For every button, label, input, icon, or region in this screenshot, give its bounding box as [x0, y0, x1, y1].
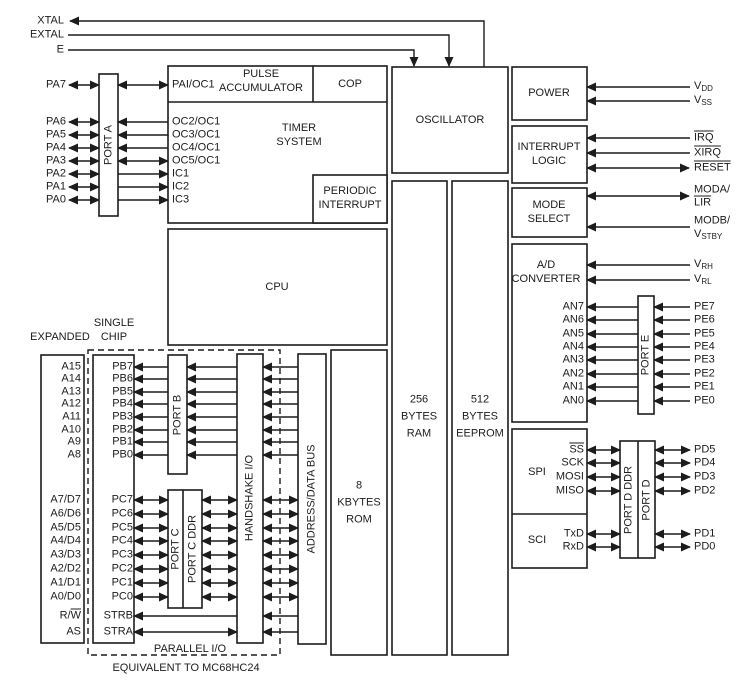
port-d-ddr-label: PORT D DDR — [622, 465, 635, 535]
port-b-label: PORT B — [171, 394, 184, 436]
timer-signal-oc3: OC3/OC1 — [172, 128, 221, 141]
pin-label-rw: $R/\overline{W}$ — [59, 609, 81, 622]
parallel-io-caption: PARALLEL I/O — [153, 643, 227, 655]
timer-signal-oc5: OC5/OC1 — [172, 154, 221, 167]
pin-label-pc0: PC0 — [111, 590, 133, 603]
pin-label-pc4: PC4 — [111, 534, 133, 547]
timer-signal-oc2: OC2/OC1 — [172, 115, 221, 128]
pin-label-pa2: PA2 — [46, 167, 66, 180]
sci-signal-txd: TxD — [563, 527, 584, 540]
clock-line — [70, 21, 484, 67]
pin-label-pd5: PD5 — [694, 443, 716, 456]
pin-label-xirq: XIRQ — [694, 146, 721, 159]
spi-label: SPI — [528, 466, 546, 478]
pin-label-pa1: PA1 — [46, 180, 66, 193]
mode-select-label: MODE SELECT — [527, 199, 571, 225]
expanded-mode-label: EXPANDED — [30, 331, 90, 343]
pin-label-vstby: $V_{STBY}$ — [694, 228, 723, 241]
pin-label-pa0: PA0 — [46, 193, 66, 206]
adc-channel-an5: AN5 — [562, 327, 584, 340]
pin-label-a13: A13 — [61, 385, 81, 398]
equivalent-note: EQUIVALENT TO MC68HC24 — [112, 662, 260, 674]
pin-label-reset: RESET — [694, 161, 731, 174]
pin-label-pb3: PB3 — [112, 410, 133, 423]
pin-label-vrl: $V_{RL}$ — [694, 273, 712, 286]
adc-channel-an7: AN7 — [562, 300, 584, 313]
handshake-io-label: HANDSHAKE I/O — [243, 454, 256, 542]
pin-label-modb: MODB/ — [694, 214, 731, 227]
adc-channel-an0: AN0 — [562, 394, 584, 407]
pin-label-a4d4: A4/D4 — [50, 534, 81, 547]
pin-label-pe0: PE0 — [694, 394, 715, 407]
pin-label-lir: $\overline{LIR}$ — [694, 196, 712, 209]
pin-label-strb: STRB — [103, 609, 133, 622]
cop-label: COP — [338, 78, 362, 90]
sci-label: SCI — [527, 534, 547, 546]
port-e-label: PORT E — [639, 334, 652, 376]
pin-label-e: E — [56, 43, 64, 56]
sci-signal-rxd: RxD — [562, 540, 584, 553]
adc-channel-an2: AN2 — [562, 367, 584, 380]
pin-label-a6d6: A6/D6 — [50, 507, 81, 520]
pin-label-pe2: PE2 — [694, 367, 715, 380]
pin-label-pd2: PD2 — [694, 484, 716, 497]
pin-label-pd0: PD0 — [694, 540, 716, 553]
pin-label-pa7: PA7 — [46, 78, 66, 91]
pin-label-pb4: PB4 — [112, 397, 133, 410]
pin-label-a11: A11 — [62, 410, 81, 423]
pin-label-pb5: PB5 — [112, 385, 133, 398]
clock-line — [68, 50, 414, 66]
pin-label-vdd: $V_{DD}$ — [694, 80, 713, 93]
pin-label-pb6: PB6 — [112, 372, 133, 385]
pin-label-a2d2: A2/D2 — [50, 562, 81, 575]
pin-label-as: AS — [66, 625, 81, 638]
pin-label-a9: A9 — [67, 435, 81, 448]
pin-label-a14: A14 — [61, 372, 81, 385]
pulse-accumulator-label: PULSE ACCUMULATOR — [219, 68, 303, 94]
timer-signal-oc4: OC4/OC1 — [172, 141, 221, 154]
pin-label-a15: A15 — [61, 360, 81, 373]
pin-label-pa6: PA6 — [46, 115, 66, 128]
oscillator-label: OSCILLATOR — [415, 114, 485, 126]
pin-label-a3d3: A3/D3 — [50, 548, 81, 561]
pin-label-moda: MODA/ — [694, 183, 731, 196]
pin-label-pa4: PA4 — [46, 141, 66, 154]
pin-label-pe5: PE5 — [694, 327, 715, 340]
pin-label-pc5: PC5 — [111, 521, 133, 534]
pin-label-a10: A10 — [61, 423, 81, 436]
pin-label-extal: EXTAL — [29, 28, 64, 41]
pin-label-vrh: $V_{RH}$ — [694, 258, 713, 271]
pin-label-xtal: XTAL — [37, 14, 64, 27]
pin-label-pa3: PA3 — [46, 154, 66, 167]
timer-system-label: TIMER SYSTEM — [276, 122, 322, 148]
pin-label-pe1: PE1 — [694, 380, 715, 393]
pin-label-pe7: PE7 — [694, 300, 715, 313]
pin-label-a5d5: A5/D5 — [50, 521, 81, 534]
interrupt-logic-label: INTERRUPT LOGIC — [517, 141, 581, 167]
eeprom-label: 512 BYTES EEPROM — [456, 393, 504, 440]
pin-label-a0d0: A0/D0 — [50, 590, 81, 603]
timer-signal-pai-oc1: PAI/OC1 — [172, 78, 215, 91]
pin-label-a7d7: A7/D7 — [50, 493, 81, 506]
pin-label-stra: STRA — [103, 625, 133, 638]
pin-label-pb2: PB2 — [112, 423, 133, 436]
pin-label-pc2: PC2 — [111, 562, 133, 575]
pin-label-pc7: PC7 — [111, 493, 133, 506]
pin-label-a12: A12 — [61, 397, 81, 410]
pin-label-pb7: PB7 — [112, 360, 133, 373]
rom-label: 8 KBYTES ROM — [337, 479, 381, 526]
pin-label-pc6: PC6 — [111, 507, 133, 520]
timer-signal-ic1: IC1 — [172, 167, 190, 180]
ram-label: 256 BYTES RAM — [400, 393, 438, 440]
pin-label-pe6: PE6 — [694, 313, 715, 326]
spi-signal-miso: MISO — [555, 484, 584, 497]
pin-label-pa5: PA5 — [46, 128, 66, 141]
pin-label-a1d1: A1/D1 — [50, 576, 81, 589]
port-c-ddr-label: PORT C DDR — [186, 514, 199, 584]
pin-label-pe3: PE3 — [694, 353, 715, 366]
timer-signal-ic2: IC2 — [172, 180, 190, 193]
timer-signal-ic3: IC3 — [172, 193, 190, 206]
port-c-label: PORT C — [169, 528, 182, 570]
pin-label-pe4: PE4 — [694, 340, 715, 353]
spi-signal-sck: SCK — [561, 456, 584, 469]
port-a-label: PORT A — [102, 125, 115, 165]
pin-label-pd1: PD1 — [694, 527, 716, 540]
adc-channel-an3: AN3 — [562, 353, 584, 366]
spi-signal-mosi: MOSI — [555, 470, 584, 483]
adc-channel-an4: AN4 — [562, 340, 584, 353]
pin-label-irq: $\overline{IRQ}$ — [694, 131, 714, 144]
single-chip-mode-label: SINGLE CHIP — [93, 317, 135, 343]
adc-channel-an1: AN1 — [562, 380, 584, 393]
spi-signal-ss: $\overline{SS}$ — [569, 443, 584, 456]
pin-label-pd3: PD3 — [694, 470, 716, 483]
periodic-interrupt-label: PERIODIC INTERRUPT — [318, 185, 382, 211]
adc-channel-an6: AN6 — [562, 313, 584, 326]
adc-label: A/D CONVERTER — [511, 259, 581, 285]
pin-label-pb0: PB0 — [112, 448, 133, 461]
pin-label-a8: A8 — [67, 448, 81, 461]
pin-label-pd4: PD4 — [694, 456, 716, 469]
power-label: POWER — [528, 87, 570, 99]
port-d-label: PORT D — [640, 479, 653, 521]
pin-label-pc3: PC3 — [111, 548, 133, 561]
address-data-bus-label: ADDRESS/DATA BUS — [305, 444, 318, 554]
pin-label-vss: $V_{SS}$ — [694, 94, 713, 107]
pin-label-pc1: PC1 — [111, 576, 133, 589]
cpu-label: CPU — [265, 281, 289, 293]
pin-label-pb1: PB1 — [112, 435, 133, 448]
